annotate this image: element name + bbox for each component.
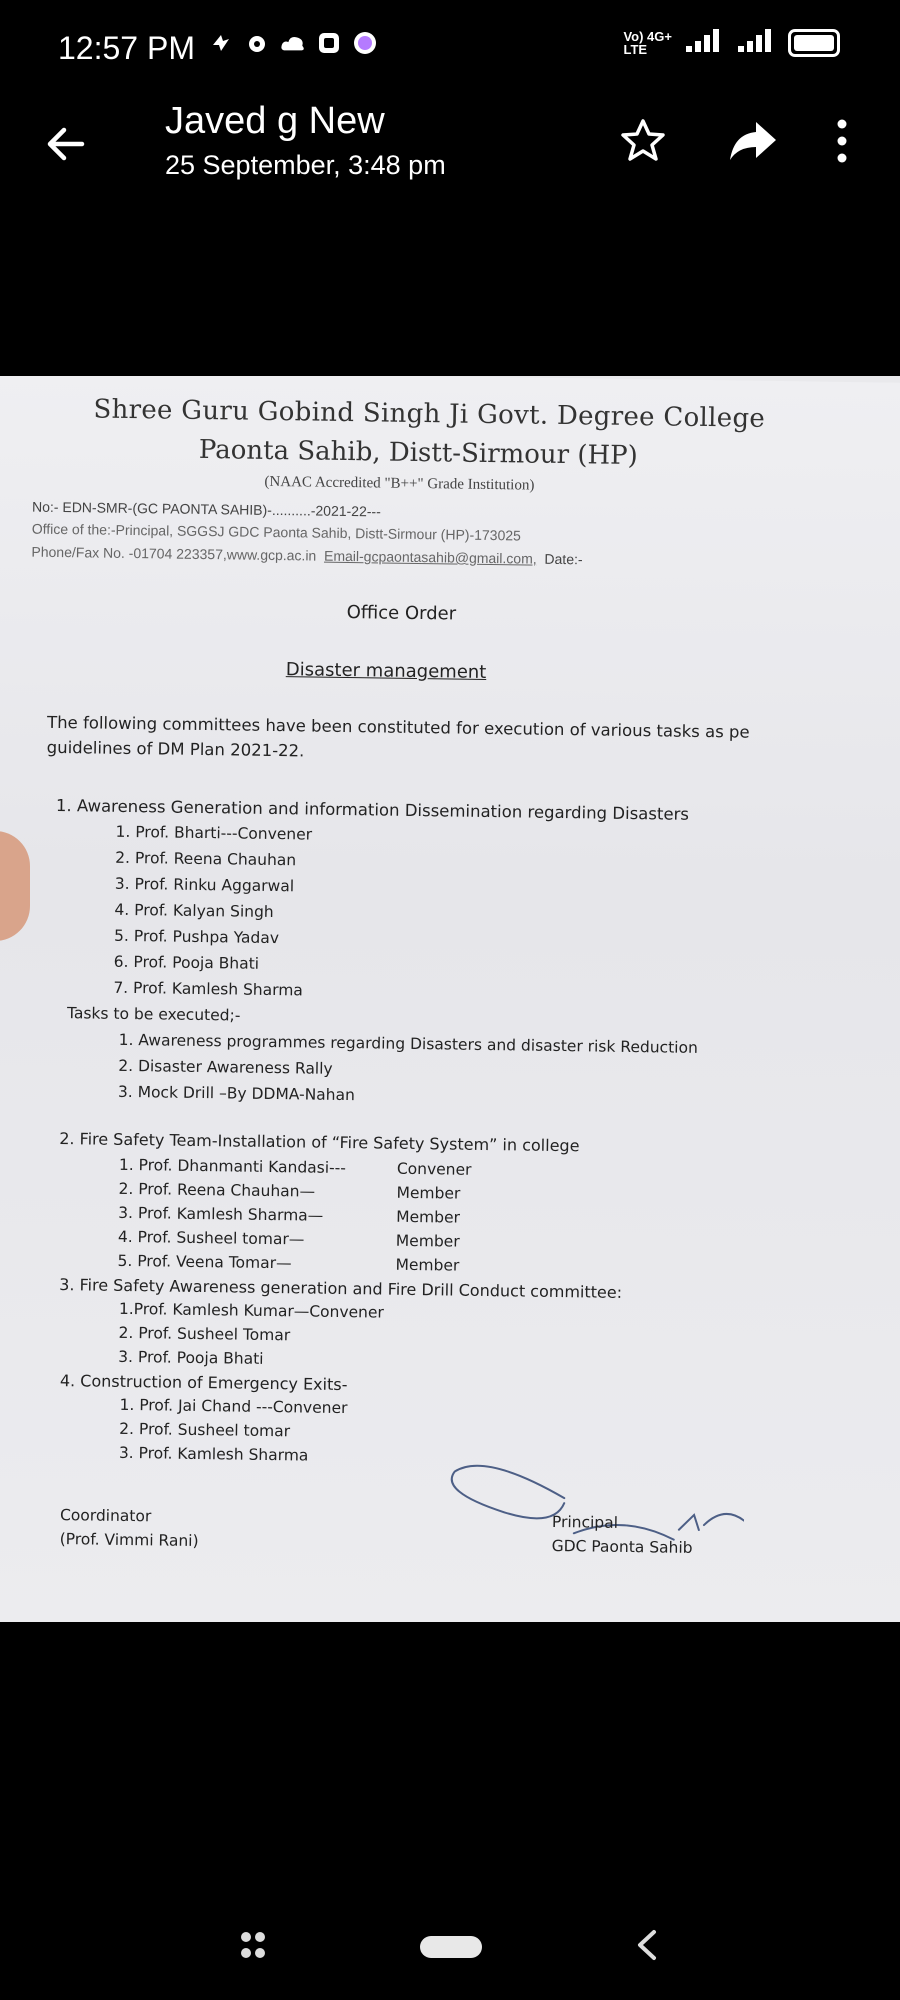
more-vert-icon[interactable] — [830, 116, 854, 166]
college-location: Paonta Sahib, Distt-Sirmour (HP) — [198, 434, 639, 472]
list-item: 3. Mock Drill –By DDMA-Nahan — [117, 1082, 356, 1105]
list-item: 2. Prof. Susheel tomar — [119, 1419, 291, 1441]
back-chevron-icon[interactable] — [632, 1928, 662, 1962]
status-time: 12:57 PM — [58, 30, 195, 66]
list-item: 3. Prof. Rinku Aggarwal — [114, 874, 295, 896]
page-title: Javed g New — [165, 100, 385, 142]
list-item: 1.Prof. Kamlesh Kumar—Convener — [118, 1299, 384, 1322]
status-indicators — [623, 28, 840, 57]
app-icon — [316, 30, 342, 56]
network-label-bottom: LTE — [623, 41, 648, 57]
coordinator-name: (Prof. Vimmi Rani) — [59, 1530, 199, 1551]
member-role: Member — [395, 1255, 460, 1275]
list-item: 3. Prof. Kamlesh Sharma — [118, 1443, 309, 1465]
battery-icon — [788, 29, 840, 57]
back-arrow-icon[interactable] — [40, 118, 92, 170]
intro-line-2: guidelines of DM Plan 2021-22. — [46, 737, 305, 761]
member-role: Member — [395, 1231, 460, 1251]
signal-icon — [736, 28, 776, 57]
date-label: Date:- — [544, 550, 583, 568]
list-item: 7. Prof. Kamlesh Sharma — [113, 978, 304, 1000]
alarm-icon — [244, 30, 270, 56]
network-type — [623, 30, 672, 56]
network-label-top: Vo) 4G+ — [623, 28, 672, 44]
order-subject: Disaster management — [285, 659, 487, 683]
notification-icons — [208, 30, 378, 56]
contact-line — [31, 544, 582, 568]
order-title: Office Order — [346, 602, 457, 625]
app-bar — [0, 100, 900, 210]
list-item: 1. Prof. Dhanmanti Kandasi--- — [118, 1155, 347, 1178]
office-line: Office of the:-Principal, SGGSJ GDC Paonta Sahib, Distt-Sirmour (HP)-173025 — [31, 520, 522, 544]
list-item: 5. Prof. Veena Tomar— — [117, 1251, 292, 1273]
committee-2-heading: 2. Fire Safety Team-Installation of “Fire Safety System” in college — [59, 1129, 580, 1156]
signal-icon — [684, 28, 724, 57]
principal-label: Principal — [551, 1512, 619, 1532]
accreditation: (NAAC Accredited "B++" Grade Institution) — [264, 473, 535, 494]
list-item: 1. Prof. Bharti---Convener — [115, 822, 313, 844]
list-item: 1. Prof. Jai Chand ---Convener — [119, 1395, 348, 1418]
list-item: 4. Prof. Susheel tomar— — [117, 1227, 305, 1249]
navigation-bar — [0, 1900, 900, 2000]
notification-icon — [208, 30, 234, 56]
list-item: 4. Prof. Kalyan Singh — [114, 900, 274, 922]
status-bar — [0, 0, 900, 100]
member-role: Convener — [396, 1159, 472, 1179]
phone-line: Phone/Fax No. -01704 223357,www.gcp.ac.in — [31, 543, 317, 564]
list-item: 2. Prof. Reena Chauhan — [115, 848, 297, 870]
tasks-label: Tasks to be executed;- — [66, 1004, 241, 1025]
recent-apps-icon[interactable] — [238, 1928, 268, 1962]
member-role: Member — [396, 1183, 461, 1203]
list-item: 2. Prof. Susheel Tomar — [118, 1323, 291, 1345]
document-paper — [0, 376, 900, 1622]
star-icon[interactable] — [618, 116, 668, 166]
email-address: Email-gcpaontasahib@gmail.com, — [323, 547, 537, 567]
principal-place: GDC Paonta Sahib — [551, 1536, 693, 1557]
list-item: 2. Disaster Awareness Rally — [118, 1056, 333, 1078]
coordinator-label: Coordinator — [59, 1506, 152, 1526]
list-item: 2. Prof. Reena Chauhan— — [118, 1179, 316, 1201]
committee-4-heading: 4. Construction of Emergency Exits- — [59, 1371, 348, 1395]
page-subtitle: 25 September, 3:48 pm — [165, 150, 446, 180]
member-role: Member — [396, 1207, 461, 1227]
cloud-icon — [280, 30, 306, 56]
document-photo — [0, 376, 900, 1622]
committee-3-heading: 3. Fire Safety Awareness generation and Fire Drill Conduct committee: — [59, 1275, 623, 1302]
list-item: 3. Prof. Kamlesh Sharma— — [118, 1203, 324, 1225]
list-item: 6. Prof. Pooja Bhati — [113, 952, 260, 973]
college-name: Shree Guru Gobind Singh Ji Govt. Degree College — [93, 394, 766, 434]
share-icon[interactable] — [726, 116, 780, 166]
committee-1-heading: 1. Awareness Generation and information Dissemination regarding Disasters — [55, 795, 690, 824]
list-item: 1. Awareness programmes regarding Disasters and disaster risk Reduction — [118, 1030, 698, 1057]
list-item: 5. Prof. Pushpa Yadav — [113, 926, 280, 948]
messenger-icon — [352, 30, 378, 56]
reference-number: No:- EDN-SMR-(GC PAONTA SAHIB)-..........-2021-22--- — [31, 498, 381, 520]
home-pill-icon[interactable] — [420, 1936, 482, 1958]
intro-line-1: The following committees have been constituted for execution of various tasks as pe — [46, 712, 750, 742]
list-item: 3. Prof. Pooja Bhati — [118, 1347, 264, 1368]
